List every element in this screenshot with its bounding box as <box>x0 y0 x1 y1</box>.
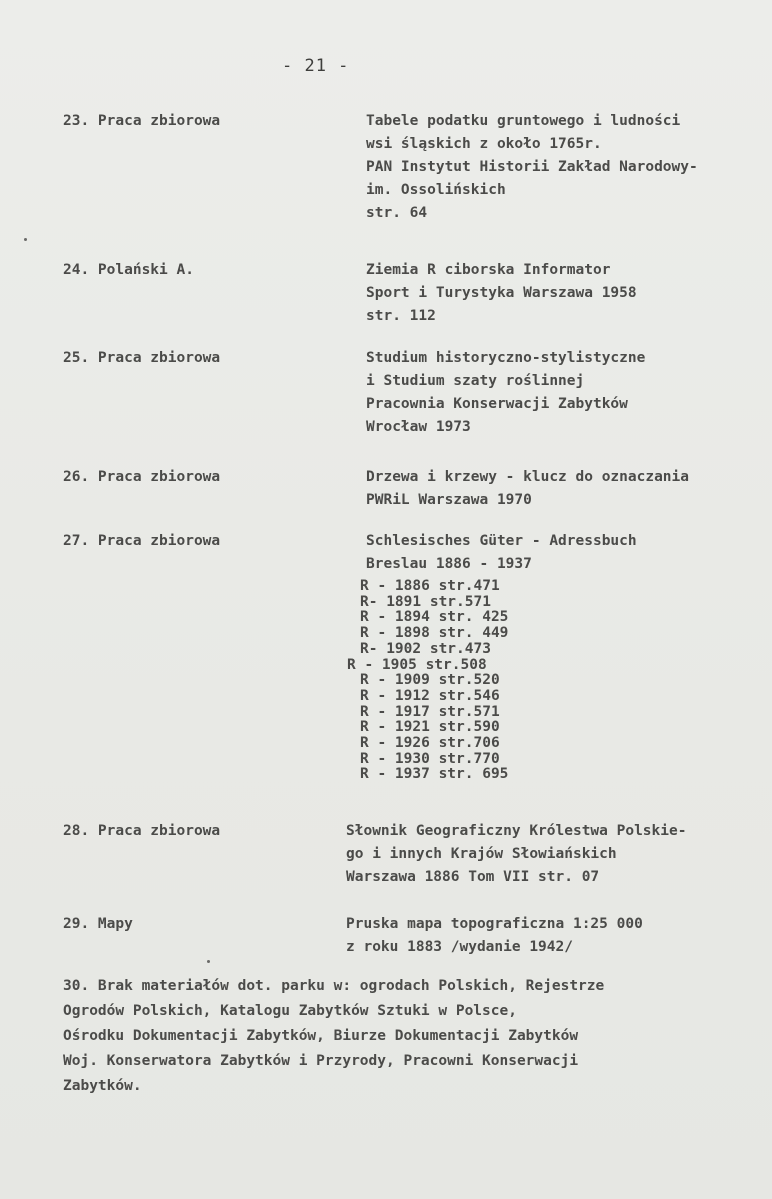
entry-line: i Studium szaty roślinnej <box>366 373 585 389</box>
entry-number-author: 29. Mapy <box>63 916 133 932</box>
entry-line: str. 64 <box>366 205 428 221</box>
entry-description <box>346 913 746 959</box>
entry-line: Ziemia R ciborska Informator <box>366 262 611 278</box>
year-page-row: R - 1930 str.770 <box>360 750 500 767</box>
year-page-row: R - 1886 str.471 <box>360 578 500 594</box>
closing-note <box>63 974 763 1099</box>
entry-line: Warszawa 1886 Tom VII str. 07 <box>346 869 600 885</box>
entry-description <box>366 347 766 439</box>
entry-line: Słownik Geograficzny Królestwa Polskie- <box>346 823 687 839</box>
note-line: Ośrodku Dokumentacji Zabytków, Biurze Dokumentacji Zabytków <box>63 1028 579 1044</box>
entry-number-author: 25. Praca zbiorowa <box>63 350 221 366</box>
entry-description <box>366 259 766 328</box>
entry-line: Tabele podatku gruntowego i ludności <box>366 113 681 129</box>
year-page-row: R - 1909 str.520 <box>360 672 500 689</box>
entry-line: Drzewa i krzewy - klucz do oznaczania <box>366 469 690 485</box>
note-line: 30. Brak materiałów dot. parku w: ogrodach Polskich, Rejestrze <box>63 978 605 994</box>
entry-line: PAN Instytut Historii Zakład Narodowy- <box>366 159 698 175</box>
entry-description <box>366 530 766 576</box>
year-page-row: R - 1937 str. 695 <box>360 766 509 783</box>
year-page-row: R - 1894 str. 425 <box>360 609 509 626</box>
entry-line: im. Ossolińskich <box>366 182 506 198</box>
entry-line: Sport i Turystyka Warszawa 1958 <box>366 285 637 301</box>
note-line: Woj. Konserwatora Zabytków i Przyrody, Pracowni Konserwacji <box>63 1053 579 1069</box>
entry-line: Studium historyczno-stylistyczne <box>366 350 646 366</box>
paper-speck <box>207 960 210 963</box>
year-page-row: R - 1917 str.571 <box>360 703 500 720</box>
year-page-row: R - 1905 str.508 <box>347 656 487 673</box>
year-page-row: R- 1902 str.473 <box>360 640 491 657</box>
year-page-row: R- 1891 str.571 <box>360 593 491 610</box>
entry-number-author: 27. Praca zbiorowa <box>63 533 221 549</box>
page-number: - 21 - <box>282 56 350 76</box>
entry-line: PWRiL Warszawa 1970 <box>366 492 532 508</box>
entry-line: str. 112 <box>366 308 436 324</box>
entry-line: Pracownia Konserwacji Zabytków <box>366 396 628 412</box>
entry-line: z roku 1883 /wydanie 1942/ <box>346 939 573 955</box>
entry-line: go i innych Krajów Słowiańskich <box>346 846 617 862</box>
entry-line: Schlesisches Güter - Adressbuch <box>366 533 637 549</box>
note-line: Ogrodów Polskich, Katalogu Zabytków Sztuki w Polsce, <box>63 1003 517 1019</box>
note-line: Zabytków. <box>63 1078 142 1094</box>
year-page-list <box>347 578 509 783</box>
year-page-row: R - 1912 str.546 <box>360 687 500 704</box>
year-page-row: R - 1898 str. 449 <box>360 625 509 642</box>
entry-number-author: 23. Praca zbiorowa <box>63 113 221 129</box>
entry-line: wsi śląskich z około 1765r. <box>366 136 602 152</box>
year-page-row: R - 1926 str.706 <box>360 735 500 752</box>
year-page-row: R - 1921 str.590 <box>360 719 500 736</box>
entry-line: Breslau 1886 - 1937 <box>366 556 532 572</box>
entry-description <box>366 110 766 225</box>
entry-description <box>366 466 766 512</box>
entry-number-author: 26. Praca zbiorowa <box>63 469 221 485</box>
entry-line: Wrocław 1973 <box>366 419 471 435</box>
entry-description <box>346 820 746 889</box>
entry-number-author: 24. Polański A. <box>63 262 194 278</box>
paper-speck <box>24 238 27 241</box>
entry-number-author: 28. Praca zbiorowa <box>63 823 221 839</box>
entry-line: Pruska mapa topograficzna 1:25 000 <box>346 916 643 932</box>
